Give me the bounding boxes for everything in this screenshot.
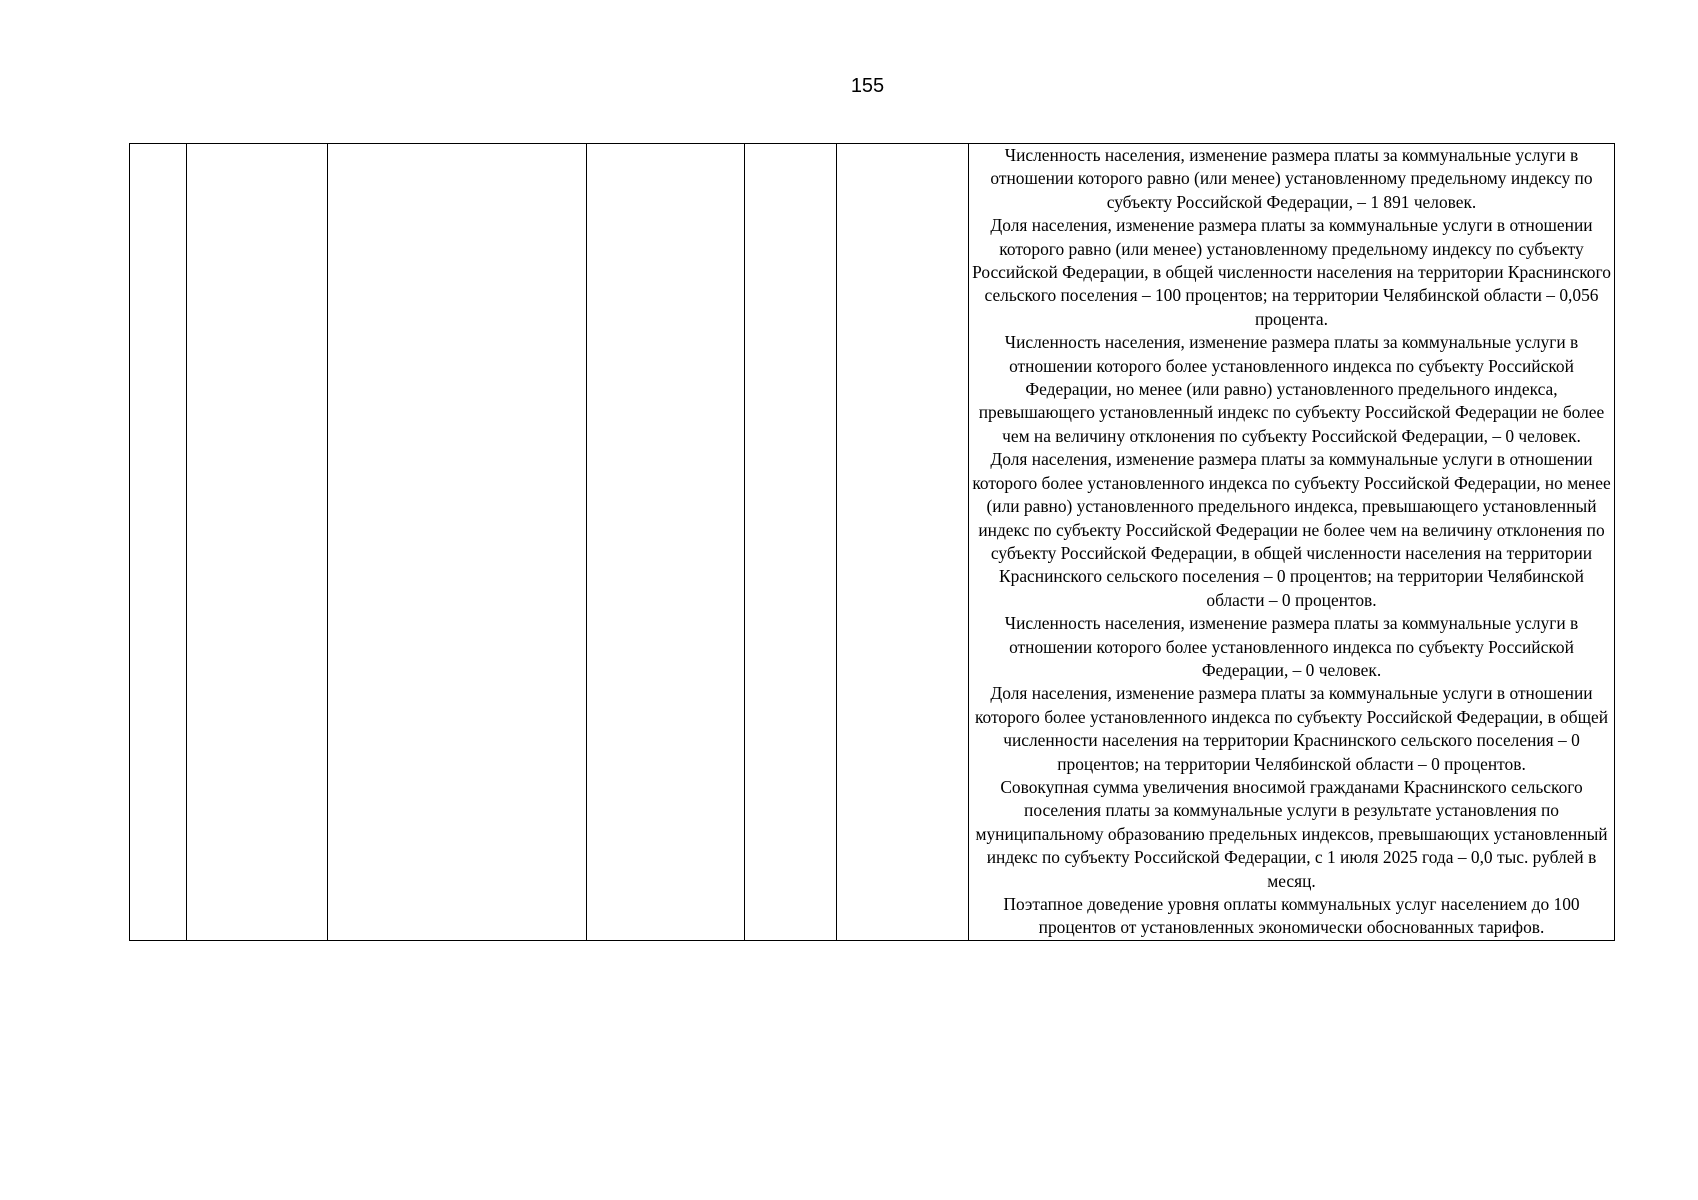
table-cell-col-1 — [130, 144, 187, 941]
table-cell-col-2 — [187, 144, 328, 941]
indicator-paragraph-2: Доля населения, изменение размера платы за коммунальные услуги в отношении которого равно (или менее) установленному предельному индексу по субъекту Российской Федерации, в общей численности населения на территории Краснинского сельского поселения – 100 процентов; на территории Челябинской области – 0,056 процента. — [972, 215, 1611, 329]
indicator-paragraph-3: Численность населения, изменение размера платы за коммунальные услуги в отношении которого более установленного индекса по субъекту Российской Федерации, но менее (или равно) установленного предельного индекса, превышающего установленный индекс по субъекту Российской Федерации не более чем на величину отклонения по субъекту Российской Федерации, – 0 человек. — [978, 332, 1605, 446]
indicator-paragraph-7: Совокупная сумма увеличения вносимой гражданами Краснинского сельского поселения платы за коммунальные услуги в результате установления по муниципальному образованию предельных индексов, превышающих установленный индекс по субъекту Российской Федерации, с 1 июля 2025 года – 0,0 тыс. рублей в месяц. — [975, 776, 1608, 891]
table-cell-indicators — [969, 144, 1615, 941]
indicator-paragraph-6: Доля населения, изменение размера платы за коммунальные услуги в отношении которого более установленного индекса по субъекту Российской Федерации, в общей численности населения на территории Краснинского сельского поселения – 0 процентов; на территории Челябинской области – 0 процентов. — [974, 683, 1609, 774]
indicator-paragraph-8: Поэтапное доведение уровня оплаты коммунальных услуг населением до 100 процентов от установленных экономически обоснованных тарифов. — [1003, 894, 1580, 938]
table-cell-col-6 — [837, 144, 969, 941]
data-table — [129, 143, 1615, 941]
indicator-paragraph-4: Доля населения, изменение размера платы за коммунальные услуги в отношении которого более установленного индекса по субъекту Российской Федерации, но менее (или равно) установленного предельного индекса, превышающего установленный индекс по субъекту Российской Федерации не более чем на величину отклонения по субъекту Российской Федерации, в общей численности населения на территории Краснинского сельского поселения – 0 процентов; на территории Челябинской области – 0 процентов. — [972, 449, 1611, 610]
indicator-paragraph-1: Численность населения, изменение размера платы за коммунальные услуги в отношении которого равно (или менее) установленному предельному индексу по субъекту Российской Федерации, – 1 891 человек. — [990, 145, 1593, 212]
table-cell-col-3 — [328, 144, 587, 941]
page-number: 155 — [850, 75, 885, 97]
table-cell-col-5 — [745, 144, 837, 941]
table-cell-col-4 — [587, 144, 745, 941]
indicator-paragraph-5: Численность населения, изменение размера платы за коммунальные услуги в отношении которого более установленного индекса по субъекту Российской Федерации, – 0 человек. — [1004, 613, 1579, 680]
table-row — [130, 144, 1615, 941]
